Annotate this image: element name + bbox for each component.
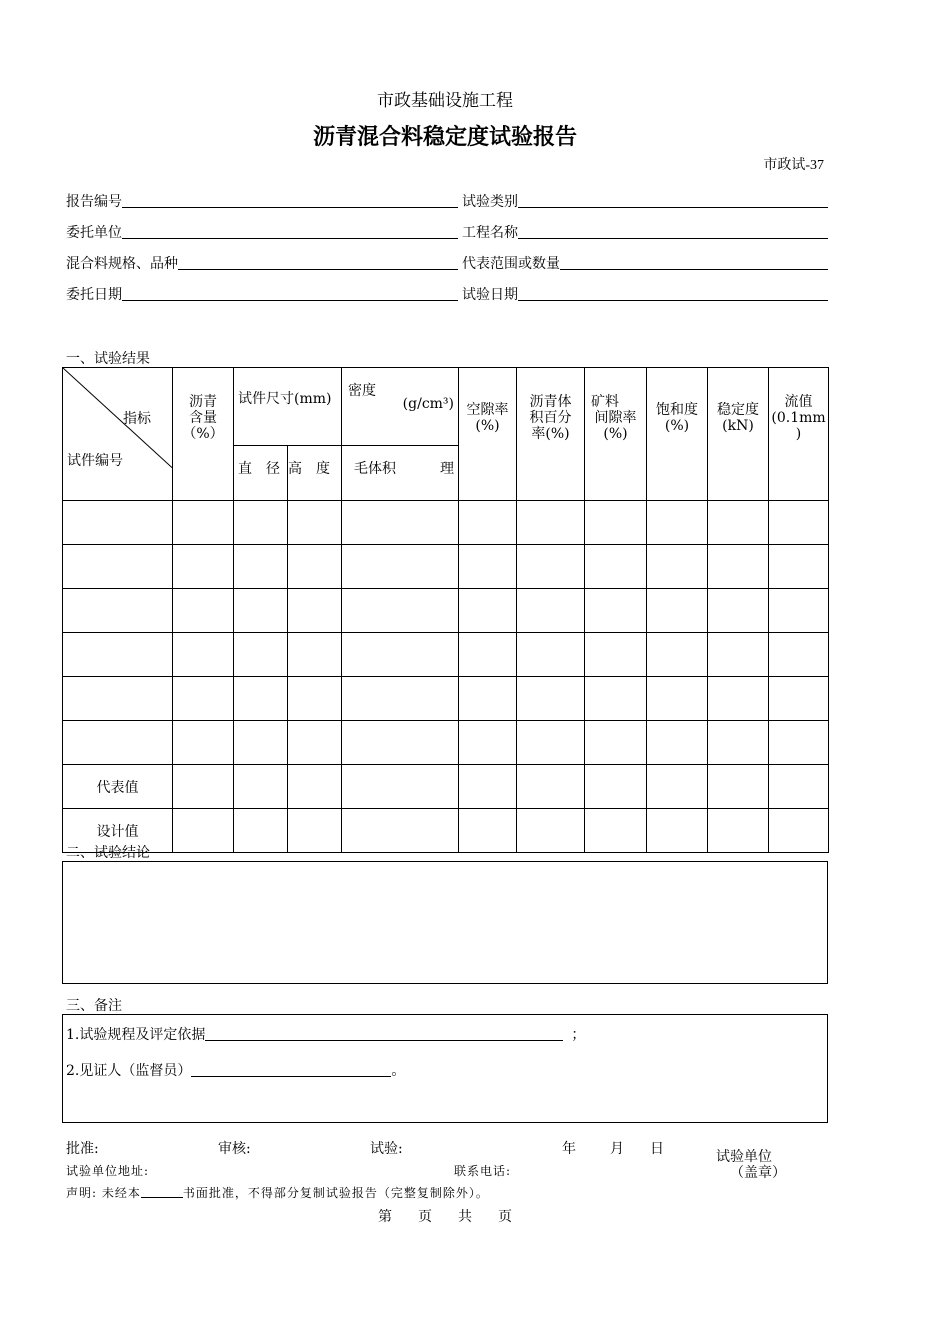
table-cell[interactable]: [708, 765, 769, 809]
table-cell[interactable]: [342, 501, 459, 545]
conclusion-section-title: 二、试验结论: [66, 845, 150, 861]
field-label: 委托日期: [66, 287, 122, 303]
table-cell[interactable]: [288, 633, 342, 677]
witness-input[interactable]: [191, 1075, 391, 1077]
results-table: [62, 367, 829, 853]
col-saturation: [647, 368, 708, 501]
client-input[interactable]: [122, 237, 458, 239]
table-cell[interactable]: [342, 721, 459, 765]
table-cell[interactable]: [459, 721, 517, 765]
commission-date-input[interactable]: [122, 299, 458, 301]
table-cell[interactable]: [342, 633, 459, 677]
col-text: (%): [603, 426, 628, 442]
contact-phone-label: 联系电话:: [454, 1164, 512, 1178]
remark-item-2: [66, 1060, 405, 1080]
col-text: (kN): [722, 418, 754, 434]
row-label-representative: 代表值: [63, 765, 173, 809]
table-cell[interactable]: [173, 589, 234, 633]
corner-specimen-label: 试件编号: [67, 453, 123, 469]
table-cell[interactable]: [585, 721, 647, 765]
table-cell[interactable]: [647, 809, 708, 853]
field-project-name: [462, 222, 828, 242]
row-label-design: 设计值: [63, 809, 173, 853]
col-diameter: 直 径: [234, 446, 288, 501]
table-cell[interactable]: [288, 589, 342, 633]
table-cell[interactable]: [63, 501, 173, 545]
table-cell[interactable]: [173, 721, 234, 765]
table-cell[interactable]: [517, 633, 585, 677]
table-cell[interactable]: [459, 545, 517, 589]
table-row: [63, 721, 829, 765]
table-cell[interactable]: [708, 501, 769, 545]
table-cell[interactable]: [708, 677, 769, 721]
table-cell[interactable]: [288, 809, 342, 853]
table-cell[interactable]: [288, 765, 342, 809]
field-label: 委托单位: [66, 225, 122, 241]
field-label: 试验类别: [462, 194, 518, 210]
project-name-input[interactable]: [518, 237, 828, 239]
remark-label: 2.见证人（监督员）: [66, 1063, 192, 1079]
table-cell[interactable]: [769, 545, 829, 589]
table-row: [63, 589, 829, 633]
standard-basis-input[interactable]: [205, 1039, 563, 1041]
table-cell[interactable]: [647, 633, 708, 677]
table-cell[interactable]: [173, 633, 234, 677]
page-label-1: 第: [378, 1209, 392, 1225]
table-cell[interactable]: [769, 589, 829, 633]
col-height: 高 度: [288, 446, 342, 501]
table-cell[interactable]: [459, 809, 517, 853]
field-label: 代表范围或数量: [462, 256, 560, 272]
table-cell[interactable]: [234, 765, 288, 809]
table-cell[interactable]: [288, 677, 342, 721]
col-text: 沥青体: [529, 394, 572, 410]
col-text: 矿料: [591, 394, 620, 410]
table-cell[interactable]: [288, 501, 342, 545]
field-report-no: [66, 191, 458, 211]
col-density: [342, 368, 459, 446]
col-text: 理: [440, 461, 455, 477]
table-cell[interactable]: [647, 677, 708, 721]
field-label: 报告编号: [66, 194, 122, 210]
field-test-type: [462, 191, 828, 211]
page-label-3: 共: [458, 1209, 472, 1225]
table-cell[interactable]: [288, 545, 342, 589]
table-cell[interactable]: [234, 677, 288, 721]
lab-address-label: 试验单位地址:: [66, 1164, 150, 1178]
table-cell[interactable]: [234, 721, 288, 765]
field-mix-spec: [66, 253, 458, 273]
table-row-design: [63, 809, 829, 853]
test-date-input[interactable]: [518, 299, 828, 301]
table-cell[interactable]: [173, 501, 234, 545]
col-text: 率(%): [531, 426, 570, 442]
stamp-label: （盖章）: [730, 1165, 786, 1181]
remark-end: 。: [391, 1063, 406, 1079]
scope-input[interactable]: [560, 268, 828, 270]
col-text: （%）: [182, 426, 224, 442]
table-cell[interactable]: [63, 721, 173, 765]
table-cell[interactable]: [288, 721, 342, 765]
col-text: 密度: [348, 383, 377, 399]
col-stability: [708, 368, 769, 501]
table-cell[interactable]: [234, 545, 288, 589]
table-cell[interactable]: [769, 633, 829, 677]
table-cell[interactable]: [769, 501, 829, 545]
col-text: ): [795, 426, 802, 442]
table-cell[interactable]: [517, 501, 585, 545]
col-specimen-size: 试件尺寸(mm): [234, 368, 342, 446]
conclusion-box[interactable]: [62, 861, 828, 984]
statement: [66, 1184, 489, 1201]
table-cell[interactable]: [342, 809, 459, 853]
col-asphalt-content: [173, 368, 234, 501]
results-section-title: 一、试验结果: [66, 351, 150, 367]
table-cell[interactable]: [234, 589, 288, 633]
table-row: [63, 501, 829, 545]
table-cell[interactable]: [585, 501, 647, 545]
col-text: 含量: [189, 410, 217, 426]
table-cell[interactable]: [585, 589, 647, 633]
statement-text: 声明: 未经本: [66, 1186, 141, 1200]
table-cell[interactable]: [769, 721, 829, 765]
table-cell[interactable]: [517, 765, 585, 809]
table-cell[interactable]: [173, 545, 234, 589]
page-label-4: 页: [498, 1209, 512, 1225]
col-text: (g/cm³): [402, 396, 455, 412]
col-vfa: [517, 368, 585, 501]
table-cell[interactable]: [342, 765, 459, 809]
col-flow: [769, 368, 829, 501]
test-type-input[interactable]: [518, 206, 828, 208]
table-cell[interactable]: [769, 809, 829, 853]
remark-label: 1.试验规程及评定依据: [66, 1027, 206, 1043]
table-cell[interactable]: [708, 721, 769, 765]
table-cell[interactable]: [769, 677, 829, 721]
form-code: 市政试-37: [763, 158, 824, 173]
table-cell[interactable]: [234, 501, 288, 545]
field-commission-date: [66, 284, 458, 304]
table-cell[interactable]: [342, 545, 459, 589]
page-label-2: 页: [418, 1209, 432, 1225]
table-cell[interactable]: [63, 589, 173, 633]
table-cell[interactable]: [459, 765, 517, 809]
form-subtitle: 市政基础设施工程: [377, 91, 513, 111]
table-cell[interactable]: [517, 721, 585, 765]
col-text: 饱和度: [656, 402, 699, 418]
corner-indicator-label: 指标: [123, 411, 151, 427]
lab-unit-label: 试验单位: [716, 1149, 772, 1165]
table-cell[interactable]: [234, 809, 288, 853]
table-cell[interactable]: [585, 633, 647, 677]
day-label: 日: [650, 1141, 664, 1157]
table-cell[interactable]: [342, 589, 459, 633]
mix-spec-input[interactable]: [178, 268, 458, 270]
table-cell[interactable]: [647, 721, 708, 765]
table-row-representative: [63, 765, 829, 809]
table-cell[interactable]: [459, 633, 517, 677]
table-cell[interactable]: [459, 677, 517, 721]
col-text: (%): [664, 418, 690, 434]
table-cell[interactable]: [708, 633, 769, 677]
table-cell[interactable]: [585, 765, 647, 809]
table-cell[interactable]: [234, 633, 288, 677]
statement-blank[interactable]: [141, 1197, 183, 1198]
table-cell[interactable]: [63, 633, 173, 677]
approve-label: 批准:: [66, 1141, 99, 1157]
col-density-sub: [342, 446, 459, 501]
col-text: 积百分: [529, 410, 572, 426]
corner-header-cell: [63, 368, 173, 501]
field-label: 混合料规格、品种: [66, 256, 178, 272]
field-scope: [462, 253, 828, 273]
table-cell[interactable]: [459, 501, 517, 545]
table-cell[interactable]: [517, 677, 585, 721]
table-cell[interactable]: [708, 589, 769, 633]
page-title: 沥青混合料稳定度试验报告: [312, 124, 577, 150]
table-cell[interactable]: [647, 501, 708, 545]
field-label: 试验日期: [462, 287, 518, 303]
col-text: (0.1mm: [771, 410, 826, 426]
table-cell[interactable]: [647, 765, 708, 809]
remark-end: ；: [571, 1027, 586, 1043]
table-cell[interactable]: [708, 809, 769, 853]
table-cell[interactable]: [63, 677, 173, 721]
col-text: 沥青: [189, 394, 217, 410]
table-cell[interactable]: [173, 677, 234, 721]
col-text: 间隙率: [594, 410, 637, 426]
year-label: 年: [562, 1141, 576, 1157]
col-air-voids: [459, 368, 517, 501]
col-text: 空隙率: [466, 402, 509, 418]
table-row: [63, 677, 829, 721]
table-cell[interactable]: [708, 545, 769, 589]
statement-text: 书面批准，不得部分复制试验报告（完整复制除外）。: [182, 1186, 489, 1200]
col-text: 毛体积: [354, 461, 397, 477]
table-cell[interactable]: [647, 589, 708, 633]
month-label: 月: [610, 1141, 624, 1157]
table-cell[interactable]: [173, 809, 234, 853]
table-row: [63, 545, 829, 589]
field-client: [66, 222, 458, 242]
table-cell[interactable]: [647, 545, 708, 589]
col-text: (%): [475, 418, 500, 434]
remarks-section-title: 三、备注: [66, 998, 122, 1014]
review-label: 审核:: [218, 1141, 251, 1157]
field-label: 工程名称: [462, 225, 518, 241]
table-cell[interactable]: [459, 589, 517, 633]
table-cell[interactable]: [517, 809, 585, 853]
table-cell[interactable]: [517, 589, 585, 633]
table-cell[interactable]: [517, 545, 585, 589]
field-test-date: [462, 284, 828, 304]
remark-item-1: [66, 1024, 585, 1044]
table-cell[interactable]: [585, 809, 647, 853]
table-cell[interactable]: [63, 545, 173, 589]
col-text: 稳定度: [717, 402, 760, 418]
table-cell[interactable]: [342, 677, 459, 721]
table-cell[interactable]: [585, 677, 647, 721]
test-label: 试验:: [370, 1141, 403, 1157]
table-cell[interactable]: [585, 545, 647, 589]
table-cell[interactable]: [173, 765, 234, 809]
col-text: 流值: [784, 394, 813, 410]
col-vma: [585, 368, 647, 501]
report-no-input[interactable]: [122, 206, 458, 208]
table-row: [63, 633, 829, 677]
table-cell[interactable]: [769, 765, 829, 809]
